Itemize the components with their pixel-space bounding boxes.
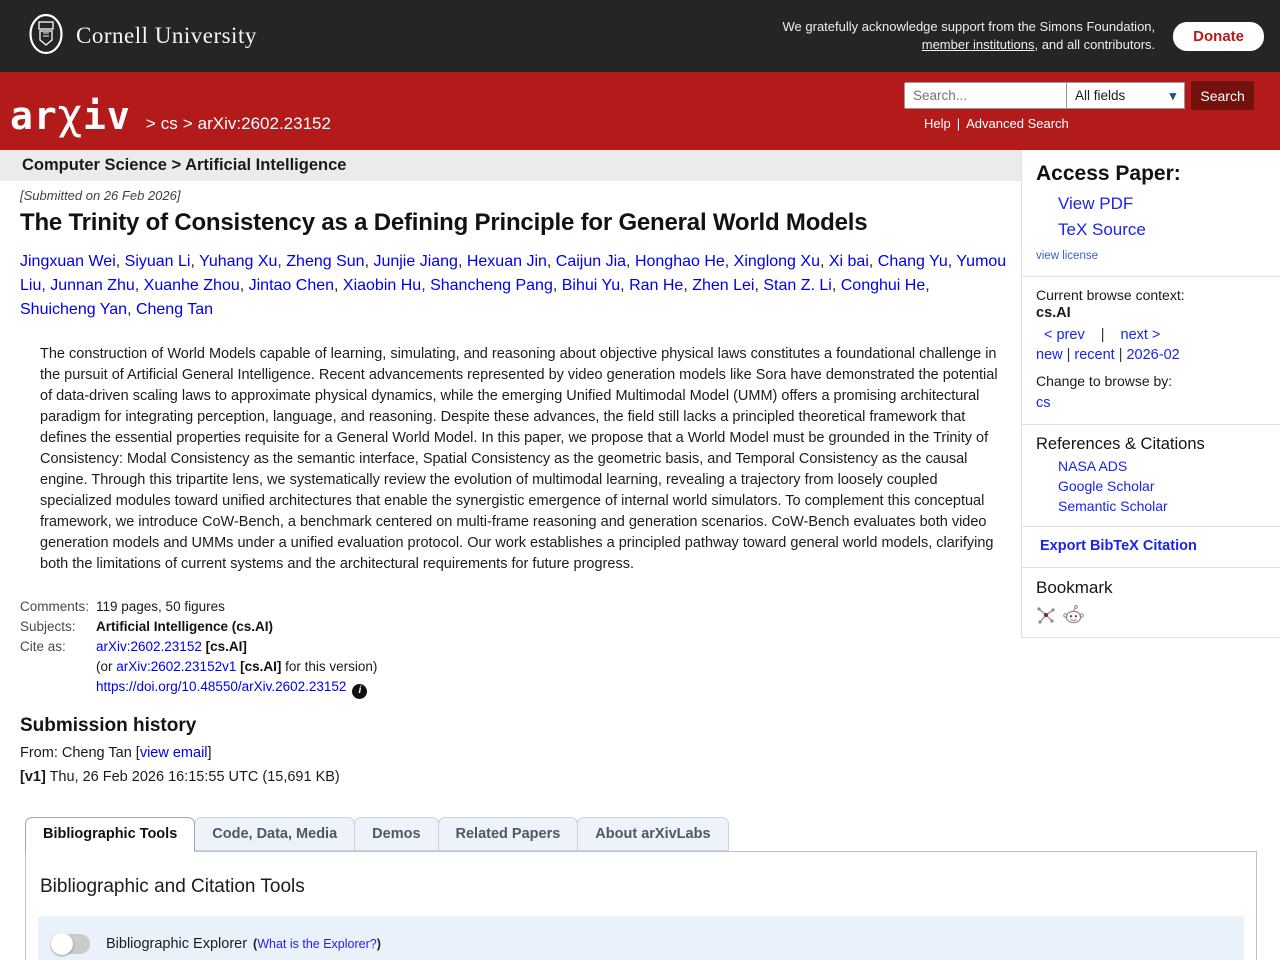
browse-nav-list: new | recent | 2026-02: [1036, 347, 1180, 363]
arxivlabs-section: [25, 817, 1257, 960]
author-link[interactable]: Honghao He: [634, 253, 725, 270]
sidebar: [1021, 150, 1280, 638]
submission-from-line: From: Cheng Tan [view email]: [20, 744, 212, 761]
bibsonomy-icon[interactable]: [1036, 605, 1056, 625]
author: Chang Yu,: [877, 253, 957, 270]
author-link[interactable]: Bihui Yu: [561, 277, 621, 294]
author: Yuhang Xu,: [199, 253, 287, 270]
paper-title: The Trinity of Consistency as a Defining Principle for General World Models: [20, 209, 868, 236]
submission-history-heading: Submission history: [20, 714, 197, 736]
author-link[interactable]: Cheng Tan: [135, 301, 214, 318]
breadcrumb-paper-link[interactable]: arXiv:2602.23152: [197, 114, 331, 133]
submission-v1-line: [v1] Thu, 26 Feb 2026 16:15:55 UTC (15,691 KB): [20, 768, 340, 785]
bookmark-section: [1022, 568, 1280, 638]
reference-service-link[interactable]: NASA ADS: [1058, 458, 1128, 474]
author: Stan Z. Li,: [763, 277, 841, 294]
metadata-table: [20, 597, 1007, 699]
labs-tab[interactable]: Related Papers: [438, 817, 579, 851]
author: Shancheng Pang,: [430, 277, 562, 294]
author-link[interactable]: Caijun Jia: [555, 253, 627, 270]
author-link[interactable]: Zheng Sun: [286, 253, 365, 270]
access-paper-section: [1022, 150, 1280, 277]
cornell-seal-icon: [28, 13, 64, 60]
author-link[interactable]: Zhen Lei: [692, 277, 755, 294]
author-link[interactable]: Xuanhe Zhou: [143, 277, 240, 294]
author-link[interactable]: Junjie Jiang: [373, 253, 458, 270]
chevron-down-icon: ▾: [1169, 87, 1177, 103]
support-area: [783, 18, 1264, 54]
version-label: [v1]: [20, 768, 46, 785]
support-text: We gratefully acknowledge support from the Simons Foundation, member institutions, and all contributors.: [782, 19, 1156, 52]
labs-tab[interactable]: Demos: [354, 817, 438, 851]
bibliographic-explorer-row: [38, 916, 1244, 960]
bookmark-heading: Bookmark: [1036, 578, 1113, 597]
arxiv-header: [0, 72, 1280, 150]
author-link[interactable]: Jingxuan Wei: [20, 253, 116, 270]
labs-panel: [25, 851, 1257, 960]
cite-line2: (or arXiv:2602.23152v1 [cs.AI] for this version): [96, 659, 378, 674]
author-link[interactable]: Xi bai: [828, 253, 869, 270]
what-is-explorer-link[interactable]: What is the Explorer?: [257, 936, 377, 951]
reddit-icon[interactable]: [1062, 604, 1085, 625]
prev-next-nav: < prev | next >: [1044, 327, 1161, 343]
search-field-select[interactable]: All fields ▾: [1067, 82, 1185, 109]
subjects-value: Artificial Intelligence (cs.AI): [96, 619, 274, 634]
author: Jintao Chen,: [248, 277, 343, 294]
member-institutions-link[interactable]: member institutions: [921, 37, 1035, 52]
subjects-row: Subjects: Artificial Intelligence (cs.AI): [20, 617, 1007, 637]
browse-nav-link[interactable]: 2026-02: [1126, 347, 1180, 363]
labs-tab[interactable]: Bibliographic Tools: [25, 817, 195, 852]
arxiv-chi-glyph: χ: [57, 90, 84, 139]
doi-line: [96, 679, 367, 694]
content-column: [0, 150, 1021, 785]
cite-version-link[interactable]: arXiv:2602.23152v1: [116, 659, 237, 674]
change-browse-cs-link[interactable]: cs: [1036, 395, 1051, 411]
cornell-wordmark: Cornell University: [76, 23, 257, 48]
access-links: [1036, 194, 1268, 240]
references-links: [1036, 458, 1268, 514]
cornell-logo[interactable]: [28, 13, 257, 60]
author-link[interactable]: Shancheng Pang: [430, 277, 553, 294]
arxiv-logo[interactable]: arχiv: [10, 90, 131, 139]
main-area: [0, 150, 1280, 785]
cite-as-row: Cite as: arXiv:2602.23152 [cs.AI] (or arXiv:2602.23152v1 [cs.AI] for this version) https://doi.org/10.48550/arXiv.2602.23152 i: [20, 637, 1007, 699]
prev-link[interactable]: < prev: [1044, 327, 1085, 343]
author: Jingxuan Wei,: [20, 253, 125, 270]
abstract-text: The construction of World Models capable of learning, simulating, and reasoning about objective physical laws constitutes a foundational challenge in the pursuit of Artificial General Intelligence. Recent advancements represented by video generation models like Sora have demonstrated the potential of data-driven scaling laws to approximate physical dynamics, while the emerging Unified Multimodal Model (UMM) offers a promising architectural paradigm for integrating perception, language, and reasoning. Despite these advances, the field still lacks a principled theoretical framework that defines the essential properties requisite for a General World Model. In this paper, we propose that a World Model must be grounded in the Trinity of Consistency: Modal Consistency as the semantic interface, Spatial Consistency as the geometric basis, and Temporal Consistency as the causal engine. Through this tripartite lens, we systematically review the evolution of multimodal learning, revealing a trajectory from loosely coupled specialized modules toward unified architectures that enable the synergistic emergence of internal world simulators. To complement this conceptual framework, we introduce CoW-Bench, a benchmark centered on multi-frame reasoning and generation scenarios. CoW-Bench evaluates both video generation models and UMMs under a unified evaluation protocol. Our work establishes a principled pathway toward general world models, clarifying both the limitations of current systems and the architectural requirements for future progress.: [40, 346, 998, 572]
export-bibtex-link[interactable]: Export BibTeX Citation: [1040, 538, 1197, 554]
author: Bihui Yu,: [561, 277, 630, 294]
author-link[interactable]: Conghui He: [840, 277, 926, 294]
explorer-toggle[interactable]: [52, 934, 90, 954]
search-zone: [904, 82, 1254, 131]
author-link[interactable]: Yuhang Xu: [199, 253, 278, 270]
author-link[interactable]: Xiaobin Hu: [342, 277, 422, 294]
doi-link[interactable]: https://doi.org/10.48550/arXiv.2602.23152: [96, 679, 347, 694]
author: Xiaobin Hu,: [342, 277, 431, 294]
references-heading: References & Citations: [1036, 435, 1205, 453]
labs-tab[interactable]: About arXivLabs: [577, 817, 728, 851]
top-banner: [0, 0, 1280, 72]
author: Junjie Jiang,: [373, 253, 467, 270]
explorer-help: (What is the Explorer?): [253, 936, 381, 951]
author: Zhen Lei,: [692, 277, 764, 294]
author-link[interactable]: Siyuan Li: [124, 253, 191, 270]
labs-panel-heading: Bibliographic and Citation Tools: [40, 875, 305, 897]
author: Shuicheng Yan,: [20, 301, 136, 318]
author-link[interactable]: Stan Z. Li: [763, 277, 832, 294]
view-email-link[interactable]: view email: [139, 744, 208, 761]
search-button[interactable]: Search: [1191, 81, 1254, 110]
browse-context-label: Current browse context:: [1036, 287, 1185, 303]
author-link[interactable]: Jintao Chen: [248, 277, 335, 294]
browse-nav-link[interactable]: recent: [1074, 347, 1115, 363]
cite-arxiv-link[interactable]: arXiv:2602.23152: [96, 639, 202, 654]
author-link[interactable]: Shuicheng Yan: [20, 301, 128, 318]
author: Xinglong Xu,: [733, 253, 829, 270]
reference-service-link[interactable]: Semantic Scholar: [1058, 498, 1168, 514]
author-link[interactable]: Yumou Liu: [20, 253, 1007, 294]
breadcrumb-cs-link[interactable]: cs: [160, 114, 178, 133]
author: Siyuan Li,: [124, 253, 200, 270]
author: Conghui He,: [840, 277, 930, 294]
author: Zheng Sun,: [286, 253, 374, 270]
author: Yumou Liu,: [20, 253, 1007, 294]
export-bibtex-section: [1022, 527, 1280, 568]
next-link[interactable]: next >: [1120, 327, 1161, 343]
author: Xuanhe Zhou,: [143, 277, 249, 294]
subject-band: Computer Science > Artificial Intelligence: [0, 150, 1021, 181]
cite-line1: arXiv:2602.23152 [cs.AI]: [96, 639, 247, 654]
labs-tab[interactable]: Code, Data, Media: [194, 817, 355, 851]
reference-service-link[interactable]: Google Scholar: [1058, 478, 1155, 494]
author: Ran He,: [629, 277, 693, 294]
author: Caijun Jia,: [555, 253, 635, 270]
view-license-link[interactable]: view license: [1036, 250, 1098, 262]
submitted-date: [Submitted on 26 Feb 2026]: [20, 188, 181, 203]
explorer-label: Bibliographic Explorer: [106, 935, 248, 952]
search-help-row: Help | Advanced Search: [924, 116, 1069, 131]
authors-list: [20, 250, 1007, 322]
advanced-search-link[interactable]: Advanced Search: [966, 116, 1069, 131]
access-link[interactable]: TeX Source: [1058, 220, 1146, 239]
comments-row: Comments: 119 pages, 50 figures: [20, 597, 1007, 617]
help-link[interactable]: Help: [924, 116, 951, 131]
search-input[interactable]: [904, 82, 1067, 109]
donate-button[interactable]: Donate: [1173, 22, 1264, 51]
author-link[interactable]: Chang Yu: [877, 253, 948, 270]
author: Hexuan Jin,: [466, 253, 556, 270]
browse-context-value: cs.AI: [1036, 305, 1071, 321]
browse-nav-link[interactable]: new: [1036, 347, 1063, 363]
author-link[interactable]: Hexuan Jin: [466, 253, 547, 270]
author-link[interactable]: Junnan Zhu: [50, 277, 135, 294]
author-link[interactable]: Ran He: [629, 277, 684, 294]
bookmark-icons: [1036, 604, 1268, 625]
author: Honghao He,: [634, 253, 734, 270]
breadcrumb: > cs > arXiv:2602.23152: [145, 114, 331, 133]
author: Xi bai,: [828, 253, 878, 270]
change-browse-label: Change to browse by:: [1036, 373, 1173, 389]
author-link[interactable]: Xinglong Xu: [733, 253, 820, 270]
labs-tabs: [25, 817, 1257, 851]
comments-value: 119 pages, 50 figures: [96, 599, 225, 614]
author: [136, 301, 213, 318]
toggle-knob: [51, 933, 73, 955]
author: Junnan Zhu,: [50, 277, 144, 294]
doi-info-icon[interactable]: i: [352, 684, 367, 699]
article: [0, 188, 1021, 785]
access-link[interactable]: View PDF: [1058, 194, 1134, 213]
references-citations-section: [1022, 425, 1280, 527]
browse-context-section: [1022, 277, 1280, 425]
access-paper-heading: Access Paper:: [1036, 162, 1181, 185]
